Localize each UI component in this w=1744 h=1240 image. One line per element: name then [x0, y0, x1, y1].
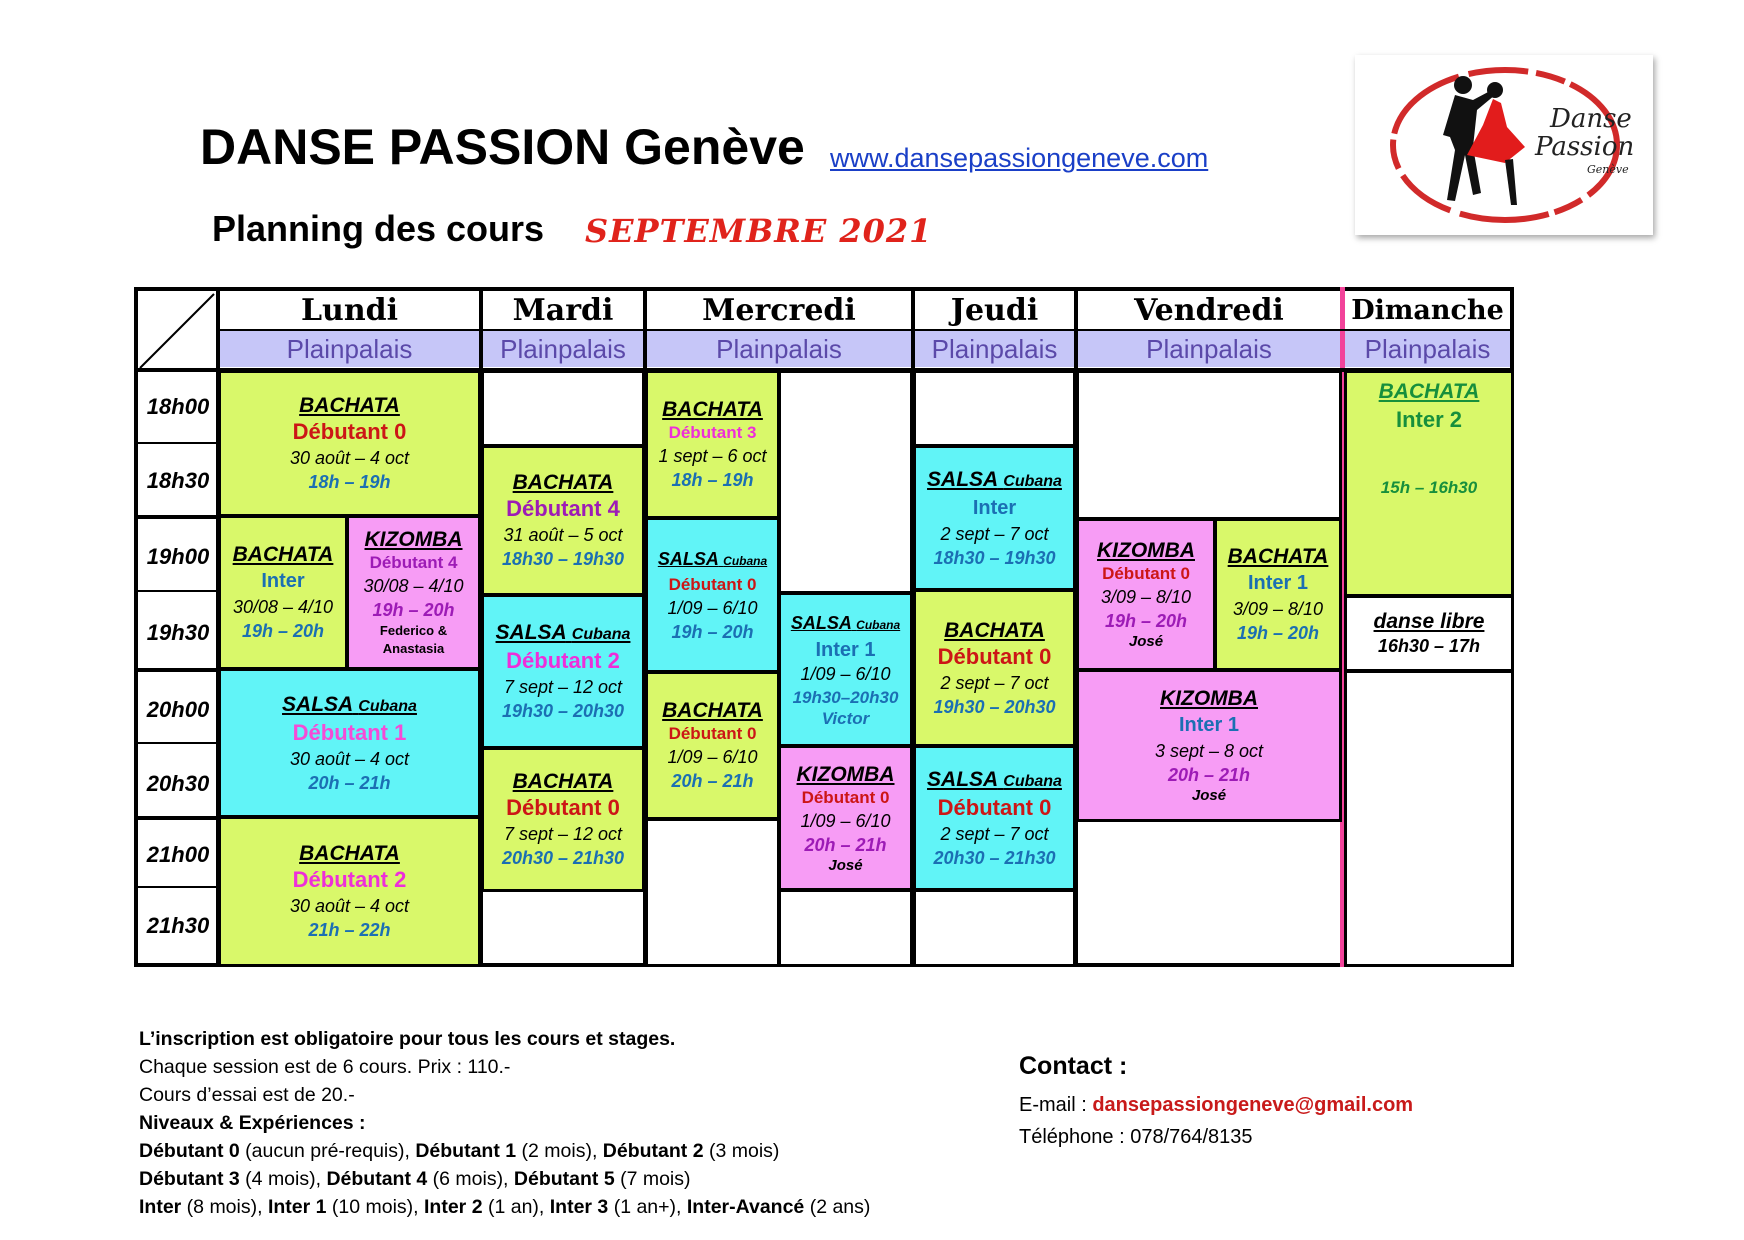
- svg-text:Genève: Genève: [1587, 163, 1629, 176]
- day-jeudi: Jeudi: [950, 293, 1039, 328]
- contact-title: Contact :: [1019, 1052, 1128, 1080]
- course-block[interactable]: KIZOMBA Débutant 4 30/08 – 4/10 19h – 20h Federico & Anastasia: [346, 515, 481, 670]
- row-line-thin: [134, 442, 218, 444]
- day-dimanche: Dimanche: [1351, 295, 1504, 326]
- time-label: 18h00: [146, 394, 210, 419]
- location-mercredi: Plainpalais: [647, 331, 911, 367]
- day-mardi: Mardi: [512, 293, 614, 328]
- svg-text:Passion: Passion: [1535, 132, 1635, 162]
- email-link[interactable]: dansepassiongeneve@gmail.com: [1092, 1094, 1414, 1116]
- empty-slot: [645, 818, 780, 967]
- course-block[interactable]: KIZOMBA Débutant 0 3/09 – 8/10 19h – 20h José: [1076, 518, 1216, 671]
- location-jeudi: Plainpalais: [915, 331, 1074, 367]
- course-block[interactable]: SALSA Cubana Débutant 2 7 sept – 12 oct 19h30 – 20h30: [481, 594, 645, 749]
- course-block[interactable]: BACHATA Débutant 4 31 août – 5 oct 18h30 – 19h30: [481, 445, 645, 596]
- page-title: DANSE PASSION Genève: [200, 119, 805, 175]
- course-block[interactable]: BACHATA Débutant 3 1 sept – 6 oct 18h – 19h: [645, 370, 780, 519]
- day-vendredi: Vendredi: [1134, 293, 1284, 328]
- svg-text:Danse: Danse: [1550, 104, 1632, 134]
- location-mardi: Plainpalais: [483, 331, 643, 367]
- corner-diagonal: [138, 291, 218, 371]
- empty-slot: [1344, 670, 1514, 967]
- time-label: 21h00: [146, 842, 210, 867]
- empty-slot: [1076, 370, 1342, 520]
- header-mid-line: [216, 329, 1510, 331]
- row-line: [134, 515, 218, 519]
- time-label: 20h30: [146, 771, 210, 796]
- day-mercredi: Mercredi: [702, 293, 856, 328]
- course-block[interactable]: BACHATA Inter 2 15h – 16h30: [1344, 370, 1514, 597]
- row-line: [134, 668, 218, 672]
- course-block[interactable]: BACHATA Inter 1 3/09 – 8/10 19h – 20h: [1214, 518, 1342, 671]
- time-label: 19h00: [146, 544, 210, 569]
- row-line-thin: [134, 886, 218, 888]
- course-block[interactable]: BACHATA Débutant 0 30 août – 4 oct 18h – 19h: [218, 370, 481, 517]
- course-block[interactable]: BACHATA Débutant 0 7 sept – 12 oct 20h30 – 21h30: [481, 747, 645, 892]
- course-block[interactable]: KIZOMBA Débutant 0 1/09 – 6/10 20h – 21h José: [778, 745, 913, 891]
- course-block[interactable]: SALSA Cubana Inter 1 1/09 – 6/10 19h30–20h30 Victor: [778, 592, 913, 747]
- empty-slot: [481, 370, 645, 447]
- row-line-thin: [134, 590, 218, 592]
- contact-phone: Téléphone : 078/764/8135: [1019, 1126, 1253, 1148]
- course-block[interactable]: BACHATA Inter 30/08 – 4/10 19h – 20h: [218, 515, 348, 670]
- info-block: L’inscription est obligatoire pour tous les cours et stages. Chaque session est de 6 cours. Prix : 110.- Cours d’essai est de 20.- Niveaux & Expériences : Débutant 0 (aucun pré-requis), Débutant 1 (2 mois), Débutant 2 (3 mois) Débutant 3 (4 mois), Débutant 4 (6 mois), Débutant 5 (7 mois) Inter (8 mois), Inter 1 (10 mois), Inter 2 (1 an), Inter 3 (1 an+), Inter-Avancé (2 ans): [139, 1028, 871, 1218]
- course-block[interactable]: SALSA Cubana Débutant 1 30 août – 4 oct 20h – 21h: [218, 668, 481, 818]
- location-vendredi: Plainpalais: [1078, 331, 1340, 367]
- time-label: 21h30: [146, 913, 210, 938]
- course-block[interactable]: BACHATA Débutant 0 2 sept – 7 oct 19h30 – 20h30: [913, 589, 1076, 747]
- course-block[interactable]: SALSA Cubana Inter 2 sept – 7 oct 18h30 – 19h30: [913, 445, 1076, 591]
- time-label: 19h30: [146, 620, 210, 645]
- month-label: SEPTEMBRE 2021: [585, 212, 933, 250]
- contact-email: E-mail : dansepassiongeneve@gmail.com: [1019, 1094, 1414, 1116]
- course-block[interactable]: BACHATA Débutant 0 1/09 – 6/10 20h – 21h: [645, 671, 780, 820]
- empty-slot: [778, 370, 913, 594]
- website-link[interactable]: www.dansepassiongeneve.com: [830, 143, 1209, 173]
- empty-slot: [913, 889, 1076, 967]
- row-line: [134, 816, 218, 820]
- time-label: 18h30: [146, 468, 210, 493]
- course-block[interactable]: KIZOMBA Inter 1 3 sept – 8 oct 20h – 21h José: [1076, 669, 1342, 822]
- empty-slot: [778, 889, 913, 967]
- empty-slot: [913, 370, 1076, 447]
- time-label: 20h00: [146, 697, 210, 722]
- row-line-thin: [134, 742, 218, 744]
- course-block[interactable]: danse libre 16h30 – 17h: [1344, 595, 1514, 672]
- course-block[interactable]: SALSA Cubana Débutant 0 1/09 – 6/10 19h – 20h: [645, 517, 780, 673]
- location-dimanche: Plainpalais: [1345, 331, 1510, 367]
- course-block[interactable]: SALSA Cubana Débutant 0 2 sept – 7 oct 20h30 – 21h30: [913, 745, 1076, 891]
- course-block[interactable]: BACHATA Débutant 2 30 août – 4 oct 21h – 22h: [218, 816, 481, 967]
- page-subtitle: Planning des cours: [212, 208, 545, 249]
- location-lundi: Plainpalais: [220, 331, 479, 367]
- day-lundi: Lundi: [300, 293, 399, 328]
